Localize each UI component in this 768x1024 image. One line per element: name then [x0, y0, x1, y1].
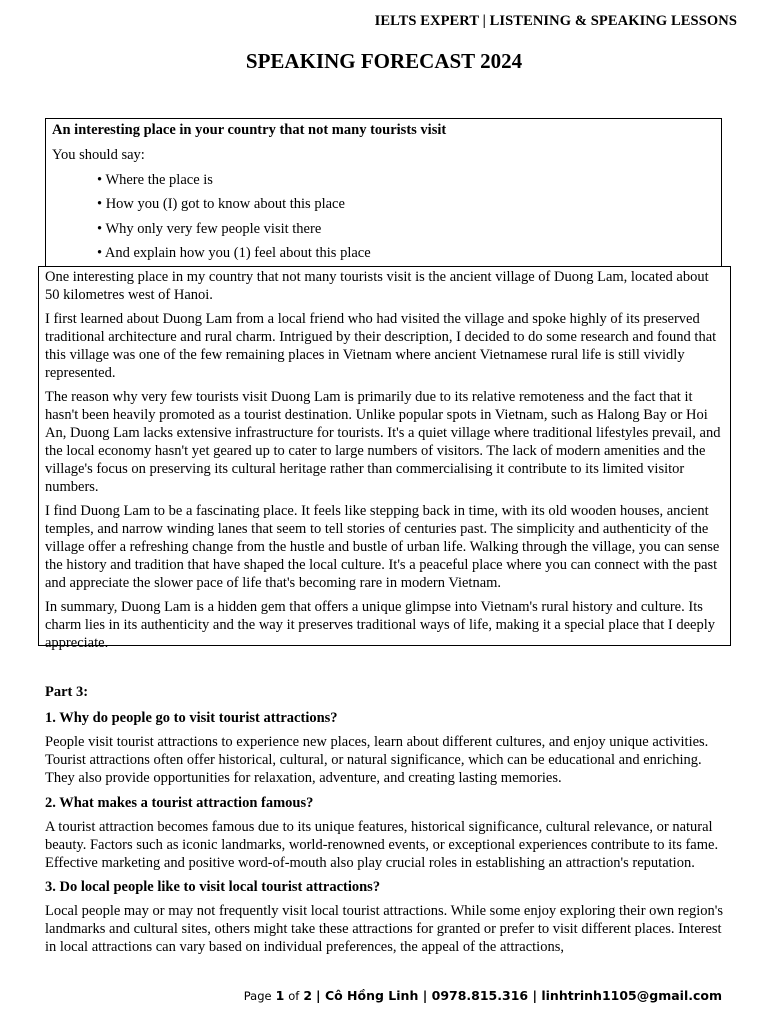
- cue-card-bullet: • Why only very few people visit there: [97, 220, 322, 237]
- part3-question: 1. Why do people go to visit tourist attractions?: [45, 710, 338, 726]
- page-title: SPEAKING FORECAST 2024: [245, 49, 523, 73]
- footer-page-current: 1: [275, 988, 285, 1003]
- sample-answer-box: [38, 266, 731, 652]
- part3-label: Part 3:: [45, 684, 89, 700]
- answer-paragraph: I first learned about Duong Lam from a local friend who had visited the village and spoke highly of its preserved traditional architecture and rural charm. Intrigued by their description, I decided to do some research and found that this village was one of the few remaining places in Vietnam where ancient Vietnamese rural life is still vividly represented.: [45, 311, 717, 382]
- footer-contact: | Cô Hồng Linh | 0978.815.316 | linhtrinh1105@gmail.com: [316, 988, 722, 1003]
- cue-card-box: [45, 118, 722, 267]
- cue-card-bullet: • And explain how you (1) feel about this place: [97, 245, 371, 261]
- footer-page-word: Page: [243, 989, 272, 1003]
- part3-answer: A tourist attraction becomes famous due to its unique features, historical significance, cultural relevance, or natural beauty. Factors such as iconic landmarks, world-renowned events, or exceptional experiences contribute to its fame. Effective marketing and positive word-of-mouth also play crucial roles in establishing an attraction's reputation.: [45, 818, 719, 871]
- part3-question: 3. Do local people like to visit local tourist attractions?: [45, 879, 381, 896]
- cue-card-intro: You should say:: [52, 147, 145, 163]
- answer-paragraph: I find Duong Lam to be a fascinating place. It feels like stepping back in time, with its old wooden houses, ancient temples, and narrow winding lanes that seem to tell stories of centuries past. The simplicity and authenticity of the village offer a refreshing change from the hustle and bustle of urban life. Walking through the village, you can sense the history and tradition that have shaped the local culture. It's a peaceful place where you can connect with the past and appreciate the slower pace of life that's becoming rare in modern Vietnam.: [45, 503, 720, 591]
- cue-card-heading: An interesting place in your country that not many tourists visit: [52, 122, 447, 138]
- cue-card-bullet: • How you (I) got to know about this place: [97, 196, 345, 212]
- answer-paragraph: In summary, Duong Lam is a hidden gem that offers a unique glimpse into Vietnam's rural history and culture. Its charm lies in its authenticity and the way it preserves traditional ways of life, making it a special place that I deeply appreciate.: [45, 599, 716, 652]
- cue-card-bullet: • Where the place is: [97, 171, 213, 188]
- footer-page-total: 2: [303, 988, 313, 1003]
- answer-paragraph: One interesting place in my country that not many tourists visit is the ancient village of Duong Lam, located about 50 kilometres west of Hanoi.: [45, 269, 709, 303]
- page-footer: [244, 988, 722, 1003]
- cue-card-bullet-list: [52, 171, 721, 263]
- part3-section: [45, 683, 725, 963]
- part3-question: 2. What makes a tourist attraction famous?: [45, 794, 314, 811]
- document-header: IELTS EXPERT | LISTENING & SPEAKING LESSONS: [374, 13, 737, 29]
- answer-paragraph: The reason why very few tourists visit Duong Lam is primarily due to its relative remoteness and the fact that it hasn't been heavily promoted as a tourist destination. Unlike popular spots in Vietnam, such as Halong Bay or Hoi An, Duong Lam lacks extensive infrastructure for tourists. It's a quiet village where traditional lifestyles prevail, and the local economy hasn't yet geared up to cater to large numbers of visitors. The lack of modern amenities and the village's focus on preserving its cultural heritage rather than commercialising it contribute to its limited visitor numbers.: [45, 389, 721, 495]
- part3-answer: People visit tourist attractions to experience new places, learn about different cultures, and enjoy unique activities. Tourist attractions often offer historical, cultural, or natural significance, which can be educational and enriching. They also provide opportunities for relaxation, adventure, and creating lasting memories.: [45, 734, 709, 786]
- footer-of-word: of: [288, 989, 300, 1003]
- part3-answer: Local people may or may not frequently visit local tourist attractions. While some enjoy exploring their own region's landmarks and cultural sites, others might take these attractions for granted or prefer to visit different places. Interest in local attractions can vary based on individual preferences, the appeal of the attractions,: [45, 903, 724, 956]
